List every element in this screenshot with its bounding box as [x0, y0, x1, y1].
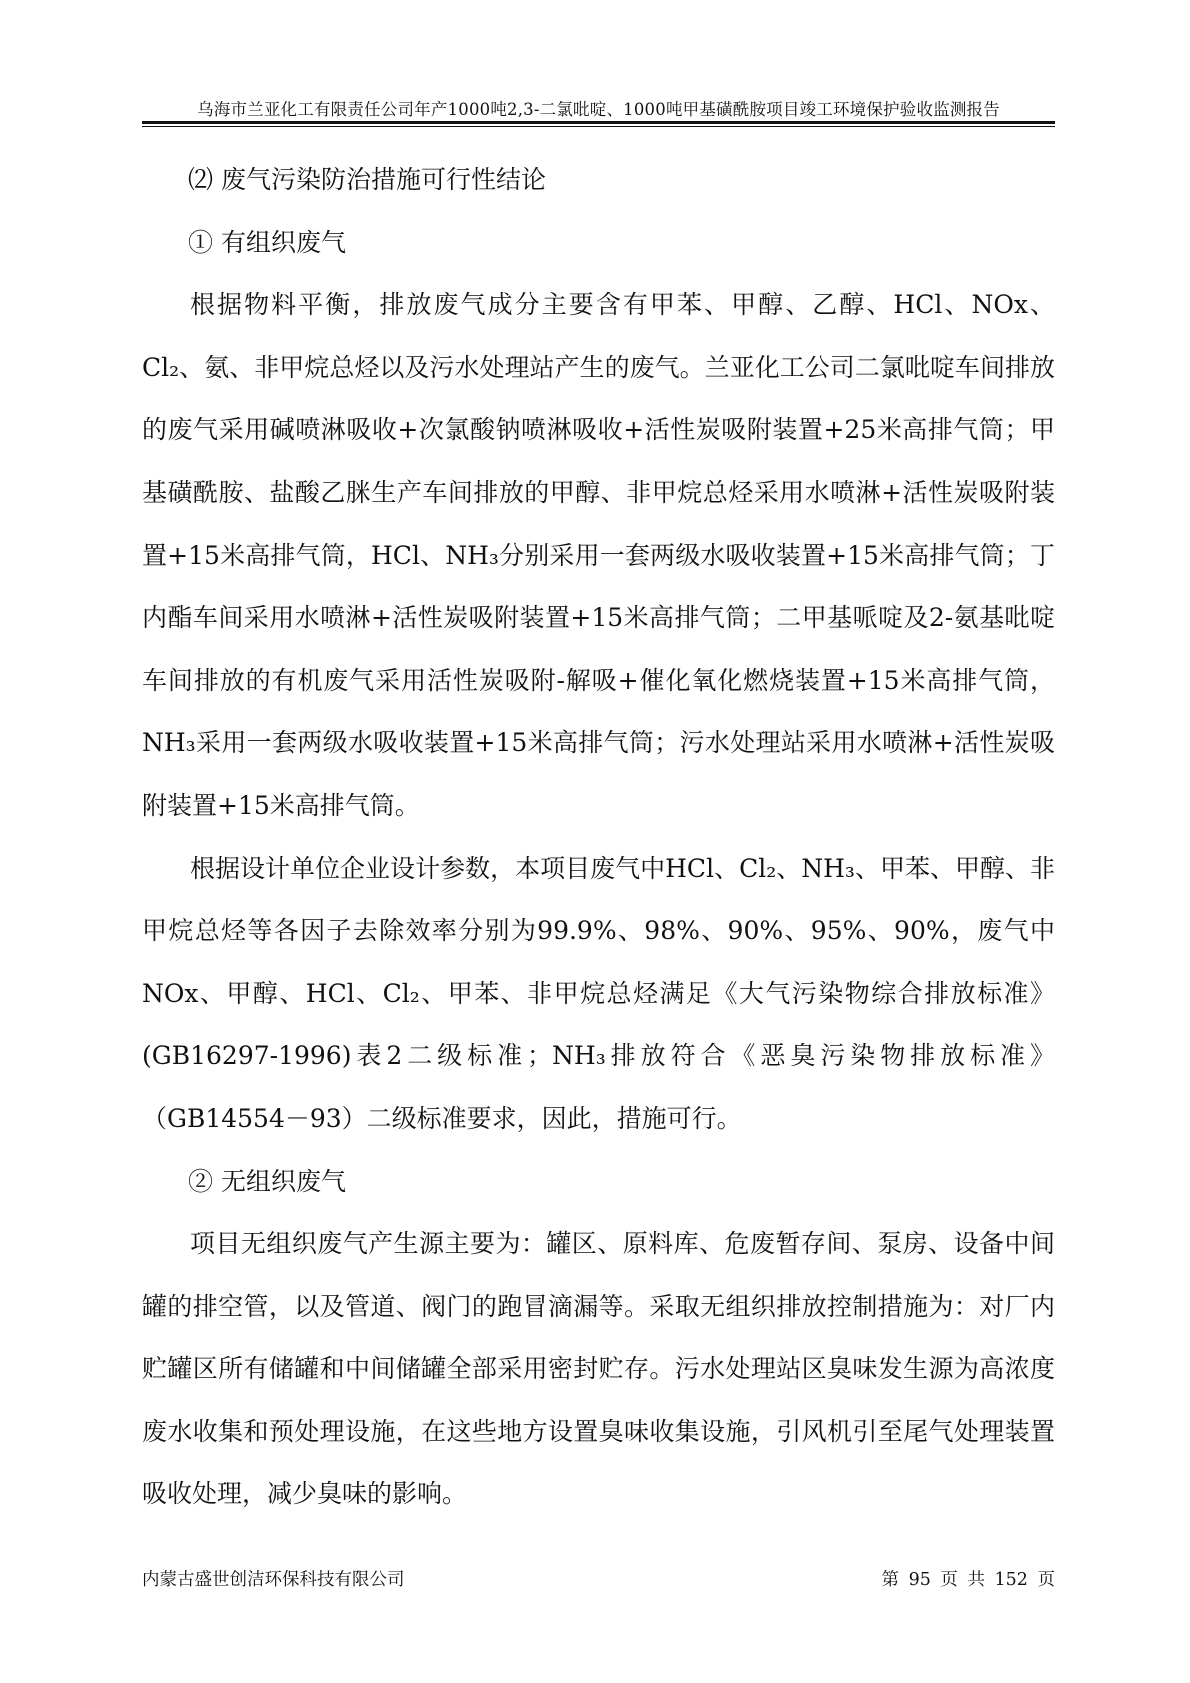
- page-header: 乌海市兰亚化工有限责任公司年产1000吨2,3-二氯吡啶、1000吨甲基磺酰胺项目竣工环境保护验收监测报告: [197, 100, 1000, 119]
- subheading-fugitive-emissions: ② 无组织废气: [188, 1166, 346, 1196]
- footer-company: 内蒙古盛世创洁环保科技有限公司: [142, 1570, 405, 1590]
- paragraph-organized-emissions: 根据物料平衡，排放废气成分主要含有甲苯、甲醇、乙醇、HCl、NOx、Cl₂、氨、非甲烷总烃以及污水处理站产生的废气。兰亚化工公司二氯吡啶车间排放的废气采用碱喷淋吸收+次氯酸钠喷淋吸收+活性炭吸附装置+25米高排气筒；甲基磺酰胺、盐酸乙脒生产车间排放的甲醇、非甲烷总烃采用水喷淋+活性炭吸附装置+15米高排气筒，HCl、NH₃分别采用一套两级水吸收装置+15米高排气筒；丁内酯车间采用水喷淋+活性炭吸附装置+15米高排气筒；二甲基哌啶及2-氨基吡啶车间排放的有机废气采用活性炭吸附-解吸+催化氧化燃烧装置+15米高排气筒，NH₃采用一套两级水吸收装置+15米高排气筒；污水处理站采用水喷淋+活性炭吸附装置+15米高排气筒。: [142, 290, 1055, 820]
- subheading-organized-emissions: ① 有组织废气: [188, 227, 346, 257]
- paragraph-removal-efficiency: 根据设计单位企业设计参数，本项目废气中HCl、Cl₂、NH₃、甲苯、甲醇、非甲烷总烃等各因子去除效率分别为99.9%、98%、90%、95%、90%，废气中NOx、甲醇、HCl、Cl₂、甲苯、非甲烷总烃满足《大气污染物综合排放标准》(GB16297-1996)表2二级标准；NH₃排放符合《恶臭污染物排放标准》（GB14554－93）二级标准要求，因此，措施可行。: [142, 853, 1055, 1133]
- paragraph-fugitive-emissions: 项目无组织废气产生源主要为：罐区、原料库、危废暂存间、泵房、设备中间罐的排空管，以及管道、阀门的跑冒滴漏等。采取无组织排放控制措施为：对厂内贮罐区所有储罐和中间储罐全部采用密封贮存。污水处理站区臭味发生源为高浓度废水收集和预处理设施，在这些地方设置臭味收集设施，引风机引至尾气处理装置吸收处理，减少臭味的影响。: [142, 1229, 1055, 1509]
- header-rule-thick: [142, 121, 1055, 124]
- section-heading: ⑵ 废气污染防治措施可行性结论: [188, 165, 546, 194]
- header-rule-thin: [142, 126, 1055, 127]
- document-body: [142, 149, 1055, 1526]
- footer-page-number: 第 95 页 共 152 页: [881, 1570, 1055, 1590]
